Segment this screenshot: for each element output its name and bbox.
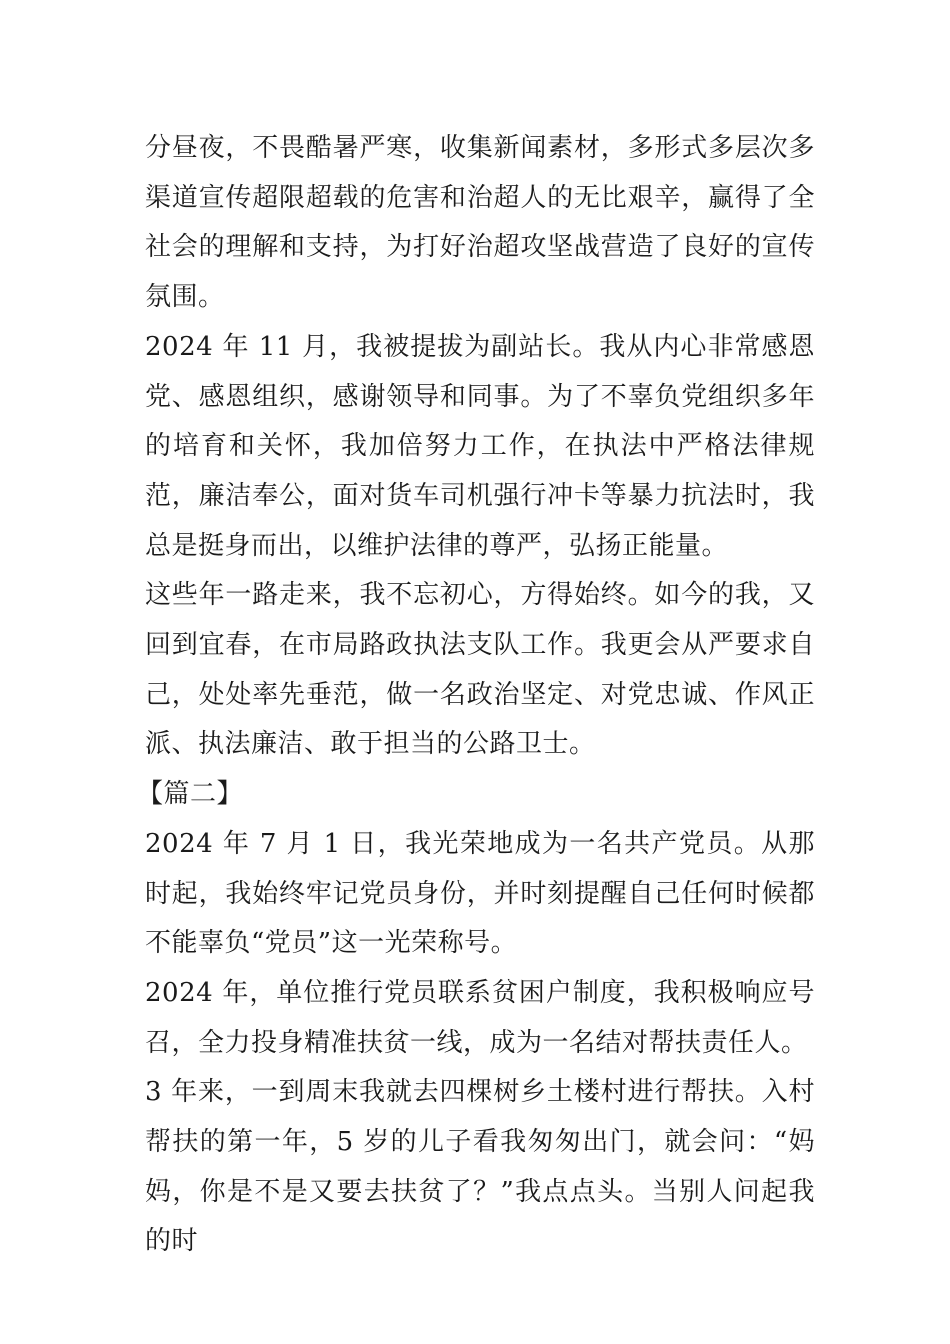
paragraph-2: 2024 年 11 月，我被提拔为副站长。我从内心非常感恩党、感恩组织，感谢领导和同事。为了不辜负党组织多年的培育和关怀，我加倍努力工作，在执法中严格法律规范，廉洁奉公，面对货车司机强行冲卡等暴力抗法时，我总是挺身而出，以维护法律的尊严，弘扬正能量。 xyxy=(145,331,815,561)
paragraph-5: 2024 年，单位推行党员联系贫困户制度，我积极响应号召，全力投身精准扶贫一线，成为一名结对帮扶责任人。 xyxy=(145,977,815,1058)
paragraph-1: 分昼夜，不畏酷暑严寒，收集新闻素材，多形式多层次多渠道宣传超限超载的危害和治超人的无比艰辛，赢得了全社会的理解和支持，为打好治超攻坚战营造了良好的宣传氛围。 xyxy=(145,133,815,313)
paragraph-6: 3 年来，一到周末我就去四棵树乡土楼村进行帮扶。入村帮扶的第一年，5 岁的儿子看我匆匆出门，就会问：“妈妈，你是不是又要去扶贫了？”我点点头。当别人问起我的时 xyxy=(145,1077,815,1257)
paragraph-4: 2024 年 7 月 1 日，我光荣地成为一名共产党员。从那时起，我始终牢记党员身份，并时刻提醒自己任何时候都不能辜负“党员”这一光荣称号。 xyxy=(145,828,815,959)
section-heading: 【篇二】 xyxy=(137,779,244,810)
document-body xyxy=(137,124,815,1267)
paragraph-3: 这些年一路走来，我不忘初心，方得始终。如今的我，又回到宜春，在市局路政执法支队工作。我更会从严要求自己，处处率先垂范，做一名政治坚定、对党忠诚、作风正派、执法廉洁、敢于担当的公路卫士。 xyxy=(145,580,815,760)
